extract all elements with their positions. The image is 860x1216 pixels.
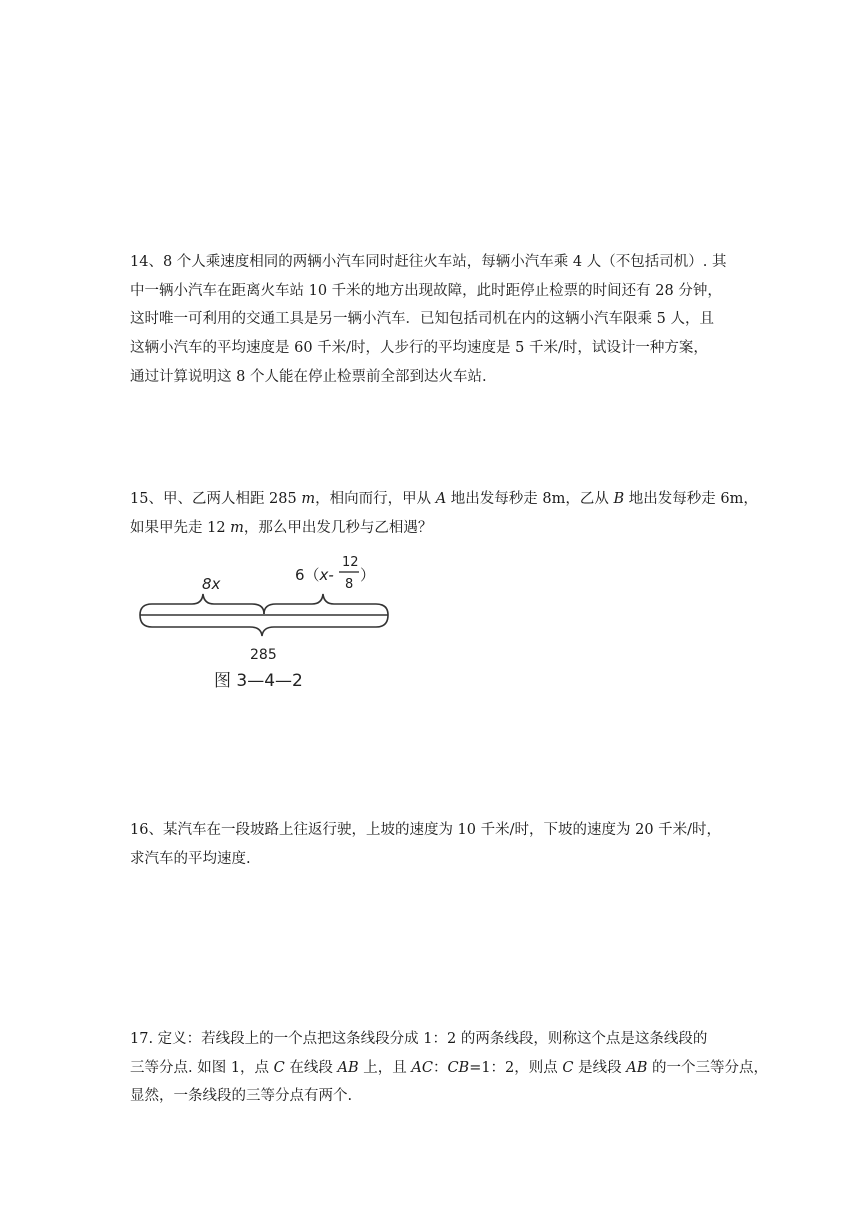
- question-15-line-2: 如果甲先走 12 m，那么甲出发几秒与乙相遇？: [130, 519, 433, 536]
- question-16-line-2: 求汽车的平均速度.: [130, 850, 251, 867]
- fraction-denominator: 8: [345, 577, 354, 592]
- question-14-line-2: 中一辆小汽车在距离火车站 10 千米的地方出现故障，此时距停止检票的时间还有 28 分钟，: [130, 282, 722, 299]
- question-16: [130, 816, 742, 873]
- question-16-line-1: 16、某汽车在一段坡路上往返行驶，上坡的速度为 10 千米/时，下坡的速度为 20 千米/时，: [130, 822, 722, 838]
- figure-label-8x: 8x: [202, 575, 221, 593]
- top-brace-left: [140, 594, 264, 615]
- figure-label-right: [295, 555, 375, 592]
- question-14: [130, 248, 742, 392]
- figure-caption: 图 3—4—2: [214, 671, 303, 691]
- fraction-numerator: 12: [342, 555, 359, 570]
- figure-total: 285: [250, 647, 277, 663]
- svg-text:6（x-: 6（x-: [295, 566, 334, 584]
- question-17-line-1: 17. 定义：若线段上的一个点把这条线段分成 1：2 的两条线段，则称这个点是这条线段的: [130, 1031, 708, 1047]
- question-14-line-3: 这时唯一可利用的交通工具是另一辆小汽车．已知包括司机在内的这辆小汽车限乘 5 人，且: [130, 311, 714, 328]
- question-17-line-2: 三等分点. 如图 1，点 C 在线段 AB 上，且 AC：CB=1：2，则点 C 是线段 AB 的一个三等分点，: [130, 1059, 768, 1076]
- top-brace-right: [264, 594, 388, 615]
- svg-text:）: ）: [360, 566, 376, 584]
- question-14-line-4: 这辆小汽车的平均速度是 60 千米/时，人步行的平均速度是 5 千米/时，试设计一种方案，: [130, 340, 708, 357]
- question-15-line-1: 15、甲、乙两人相距 285 m，相向而行，甲从 A 地出发每秒走 8m，乙从 B 地出发每秒走 6m，: [130, 491, 758, 507]
- question-14-line-5: 通过计算说明这 8 个人能在停止检票前全部到达火车站.: [130, 368, 487, 385]
- bottom-brace: [140, 615, 388, 636]
- question-15: [130, 485, 758, 542]
- question-17: [130, 1025, 768, 1111]
- question-14-line-1: 14、8 个人乘速度相同的两辆小汽车同时赶往火车站，每辆小汽车乘 4 人（不包括司机）. 其: [130, 254, 727, 270]
- brace-diagram: [130, 548, 400, 698]
- question-17-line-3: 显然，一条线段的三等分点有两个.: [130, 1088, 353, 1105]
